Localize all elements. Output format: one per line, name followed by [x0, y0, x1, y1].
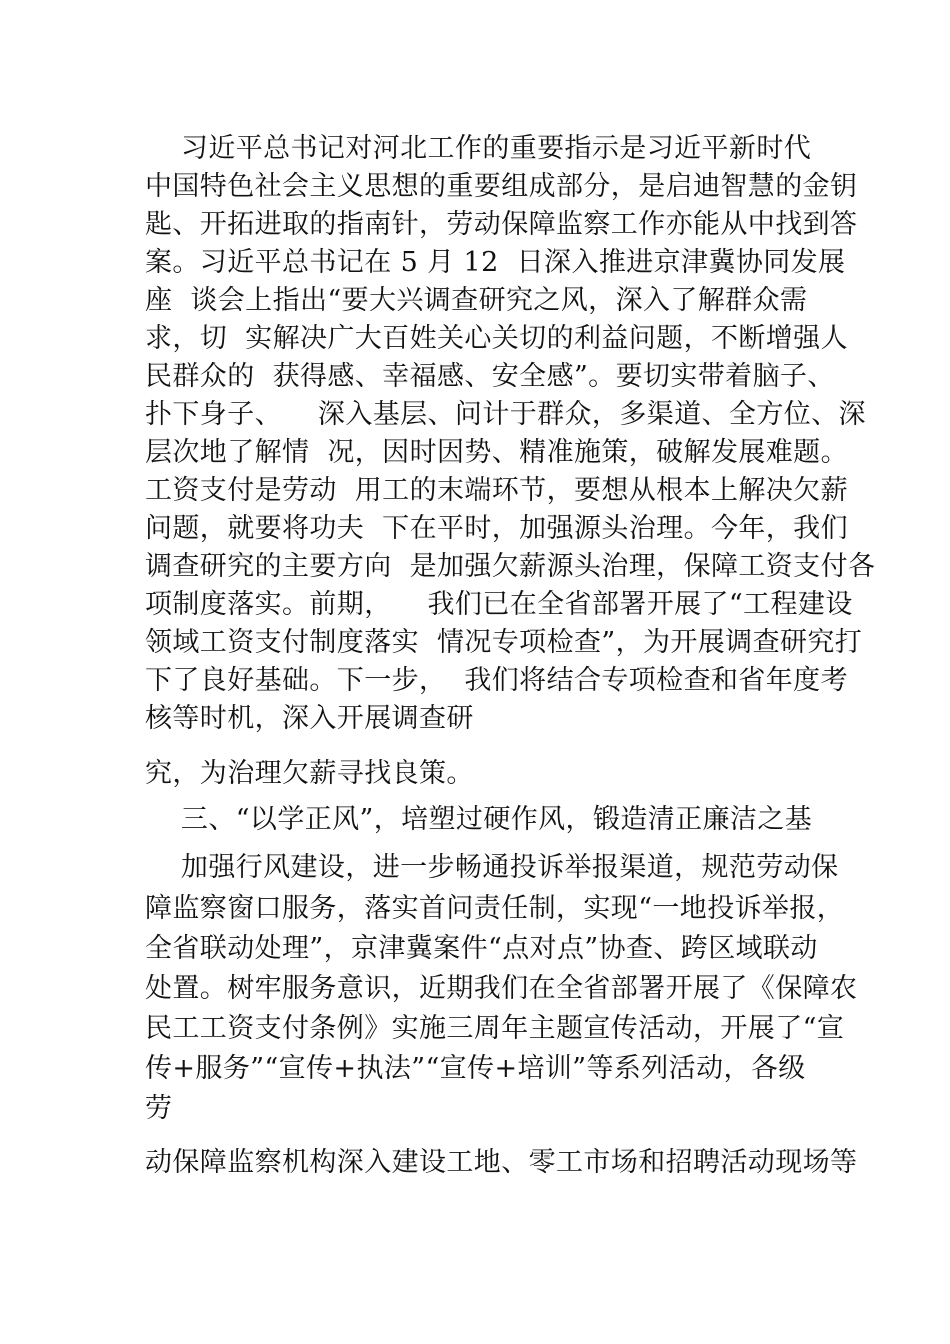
paragraph-line: 民工工资支付条例》实施三周年主题宣传活动，开展了“宣	[145, 1013, 845, 1044]
paragraph-line: 座 谈会上指出“要大兴调查研究之风，深入了解群众需	[145, 285, 808, 316]
paragraph-line: 劳	[145, 1093, 173, 1124]
paragraph-line: 核等时机，深入开展调查研	[145, 703, 474, 734]
paragraph-line: 工资支付是劳动 用工的末端环节，要想从根本上解决欠薪	[145, 475, 848, 506]
paragraph-line: 领域工资支付制度落实 情况专项检查”，为开展调查研究打	[145, 627, 863, 658]
paragraph-line: 扑下身子、 深入基层、问计于群众，多渠道、全方位、深	[145, 399, 866, 430]
paragraph-line: 全省联动处理”，京津冀案件“点对点”协查、跨区域联动	[145, 933, 818, 964]
paragraph-line: 项制度落实。前期， 我们已在全省部署开展了“工程建设	[145, 589, 853, 620]
paragraph-line: 加强行风建设，进一步畅通投诉举报渠道，规范劳动保	[145, 852, 839, 883]
paragraph-line: 处置。树牢服务意识，近期我们在全省部署开展了《保障农	[145, 973, 858, 1004]
paragraph-line: 调查研究的主要方向 是加强欠薪源头治理，保障工资支付各	[145, 551, 876, 582]
paragraph-line: 匙、开拓进取的指南针，劳动保障监察工作亦能从中找到答	[145, 209, 858, 240]
paragraph-line: 习近平总书记对河北工作的重要指示是习近平新时代	[145, 133, 812, 164]
paragraph-line: 问题，就要将功夫 下在平时，加强源头治理。今年，我们	[145, 513, 848, 544]
paragraph-line: 求，切 实解决广大百姓关心关切的利益问题，不断增强人	[145, 323, 848, 354]
paragraph-line: 案。习近平总书记在 5 月 12 日深入推进京津冀协同发展	[145, 247, 846, 278]
paragraph-line: 中国特色社会主义思想的重要组成部分，是启迪智慧的金钥	[145, 171, 858, 202]
paragraph-line: 究，为治理欠薪寻找良策。	[145, 758, 474, 789]
paragraph-line: 层次地了解情 况，因时因势、精准施策，破解发展难题。	[145, 437, 848, 468]
paragraph-line: 障监察窗口服务，落实首问责任制，实现“一地投诉举报，	[145, 893, 845, 924]
section-heading: 三、“以学正风”，培塑过硬作风，锻造清正廉洁之基	[145, 804, 813, 835]
paragraph-line: 传+服务”“宣传+执法”“宣传+培训”等系列活动，各级	[145, 1053, 806, 1084]
paragraph-line: 民群众的 获得感、幸福感、安全感”。要切实带着脑子、	[145, 361, 835, 392]
paragraph-line: 动保障监察机构深入建设工地、零工市场和招聘活动现场等	[145, 1147, 858, 1178]
paragraph-line: 下了良好基础。下一步， 我们将结合专项检查和省年度考	[145, 665, 848, 696]
